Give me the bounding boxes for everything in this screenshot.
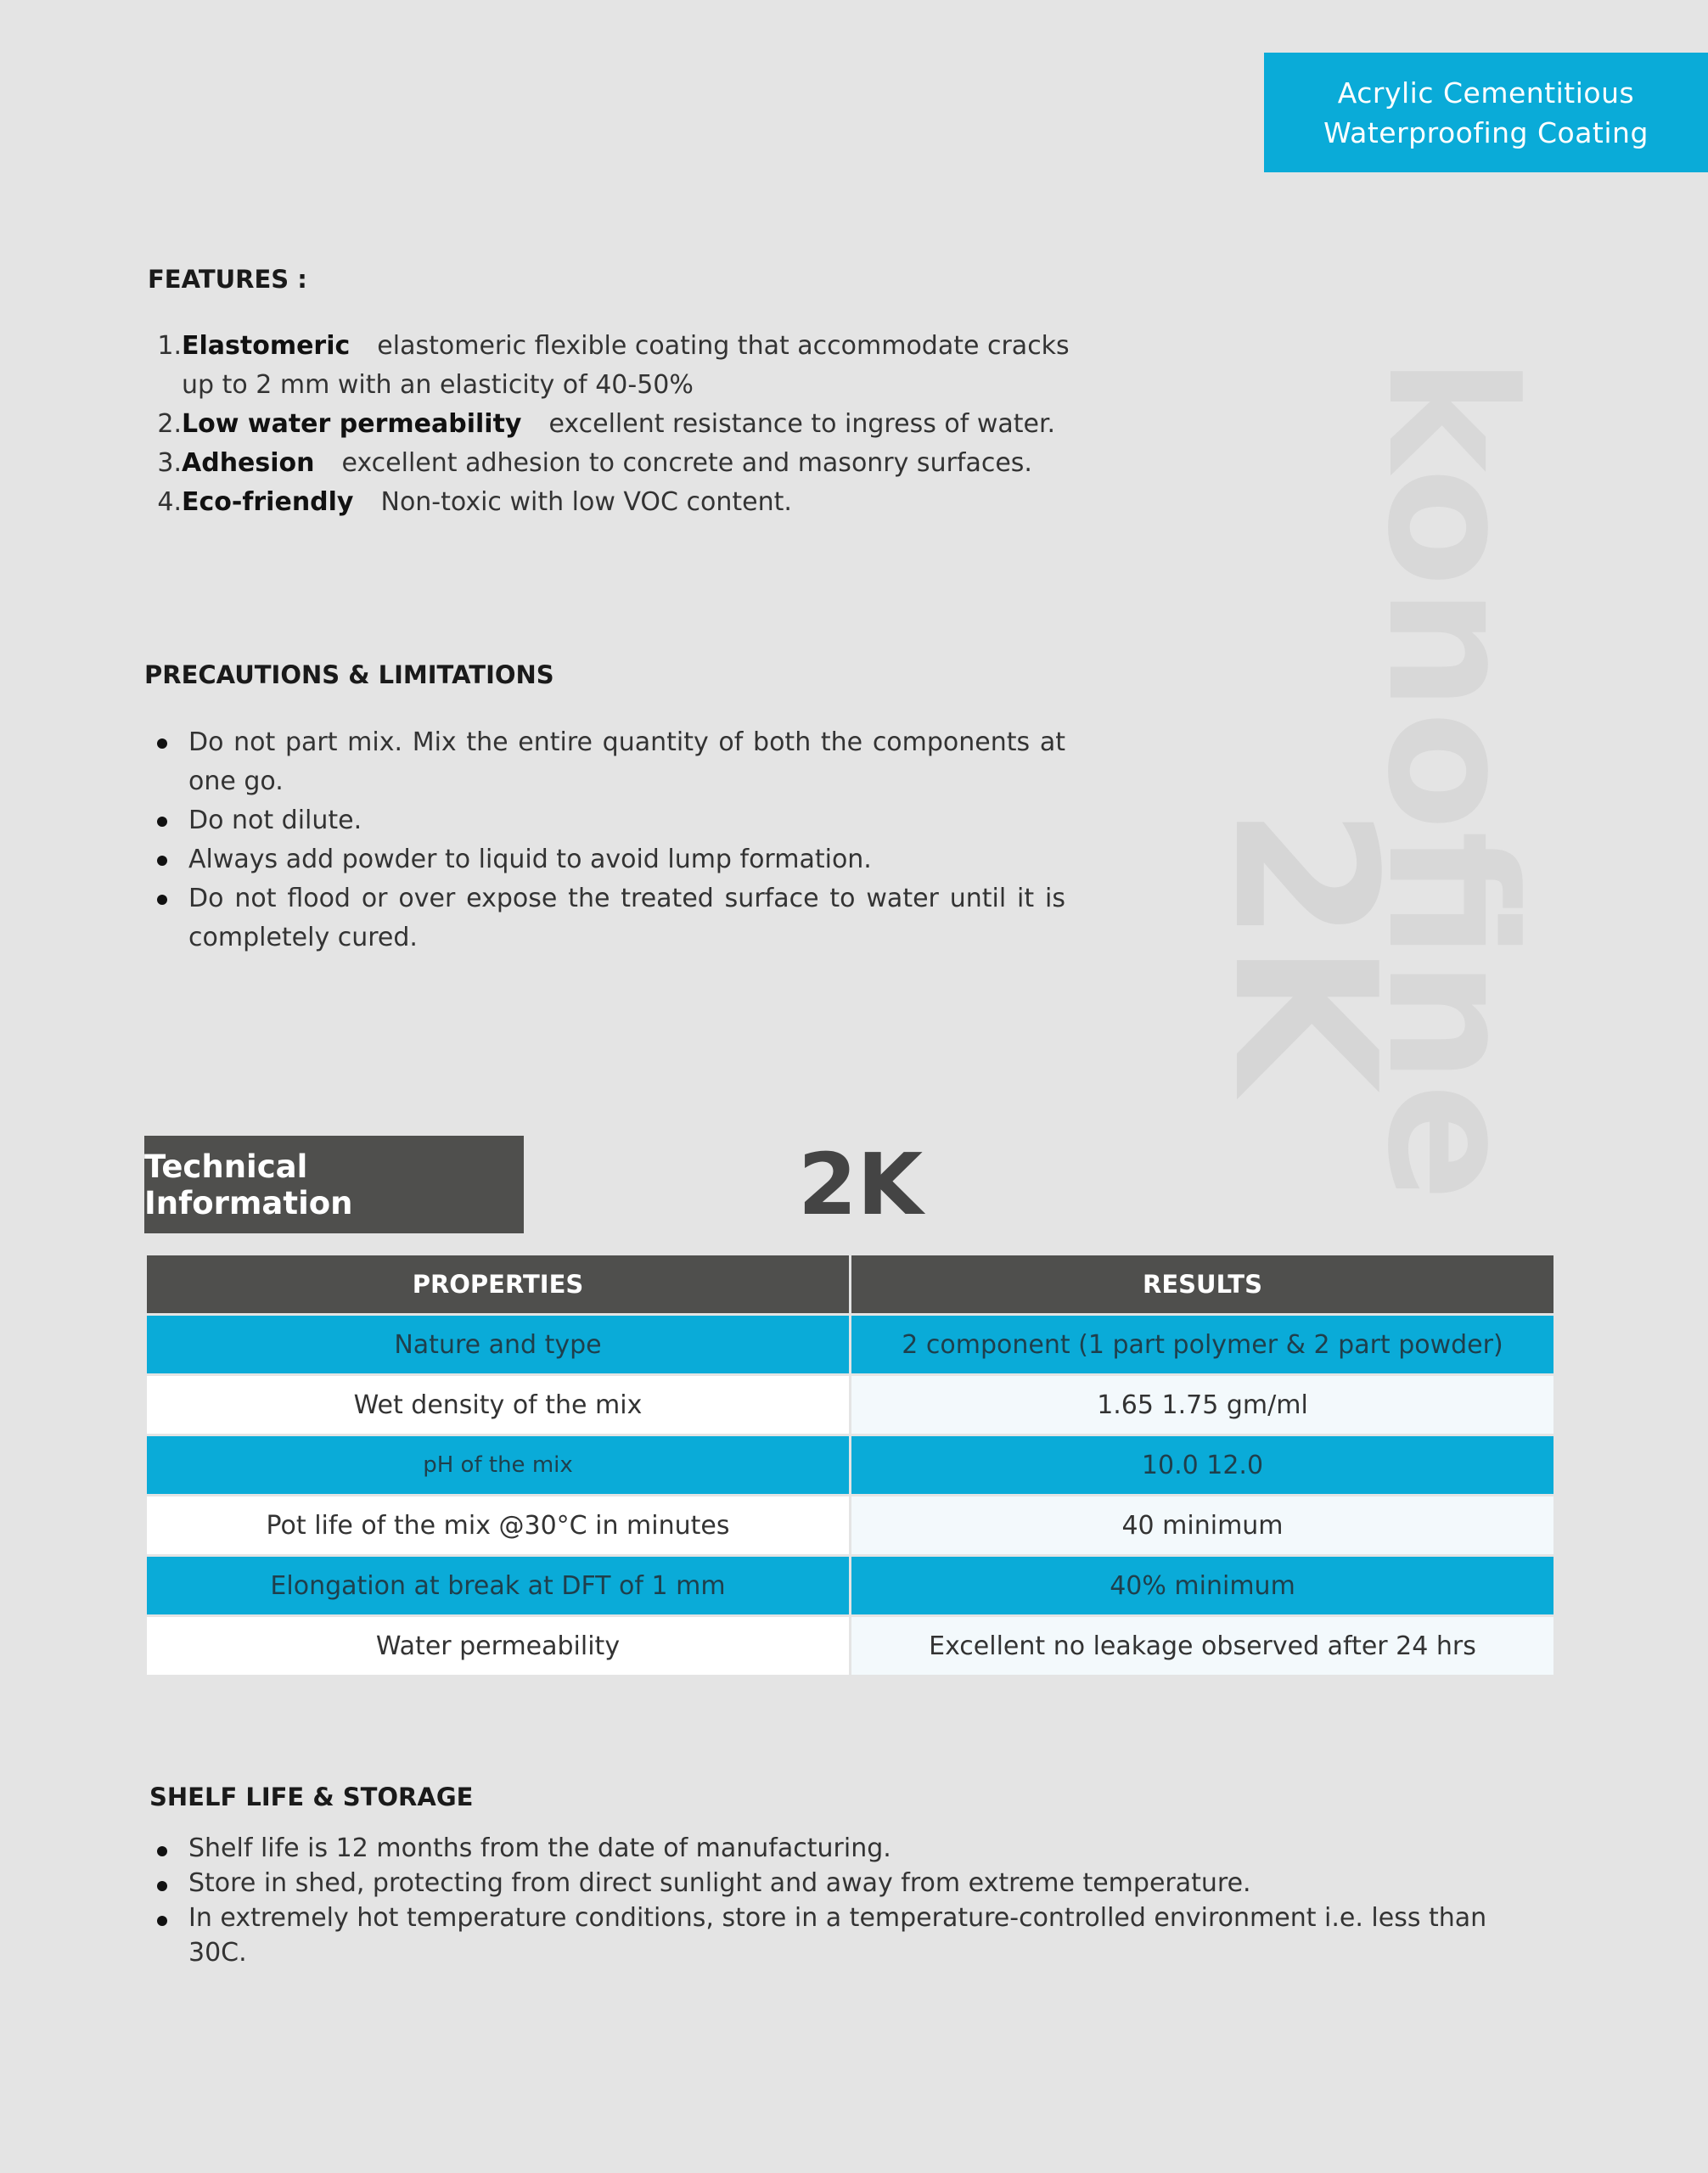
precaution-item: [153, 840, 1065, 879]
property-cell: Elongation at break at DFT of 1 mm: [146, 1556, 851, 1616]
technical-table: [144, 1253, 1556, 1677]
bullet-icon: [157, 1846, 167, 1856]
feature-title: Eco-friendly: [182, 487, 354, 517]
table-header-row: [146, 1255, 1555, 1315]
property-cell: pH of the mix: [146, 1435, 851, 1496]
column-header-results: RESULTS: [851, 1255, 1555, 1315]
precautions-heading: PRECAUTIONS & LIMITATIONS: [144, 660, 554, 689]
precaution-text: Always add powder to liquid to avoid lump formation.: [188, 845, 872, 874]
result-cell: 10.0 12.0: [851, 1435, 1555, 1496]
precautions-list: [153, 723, 1065, 957]
table-row: [146, 1315, 1555, 1375]
product-title-line2: Waterproofing Coating: [1323, 115, 1649, 149]
shelf-item: [153, 1866, 1511, 1901]
shelf-text: In extremely hot temperature conditions, store in a temperature-controlled environment i.e. less than 30C.: [188, 1903, 1487, 1968]
table-row: [146, 1556, 1555, 1616]
shelf-heading: SHELF LIFE & STORAGE: [149, 1783, 474, 1811]
column-header-properties: PROPERTIES: [146, 1255, 851, 1315]
feature-title: Adhesion: [182, 448, 315, 478]
variant-badge: 2K: [798, 1135, 924, 1234]
precaution-text: Do not dilute.: [188, 806, 362, 835]
property-cell: Pot life of the mix @30°C in minutes: [146, 1496, 851, 1556]
precaution-item: [153, 879, 1065, 957]
bullet-icon: [157, 1916, 167, 1926]
feature-number: 2.: [157, 409, 182, 439]
shelf-item: [153, 1901, 1511, 1970]
feature-number: 4.: [157, 487, 182, 517]
result-cell: Excellent no leakage observed after 24 hrs: [851, 1616, 1555, 1676]
technical-info-label: Technical Information: [144, 1136, 524, 1233]
feature-title: Low water permeability: [182, 409, 522, 439]
result-cell: 40 minimum: [851, 1496, 1555, 1556]
shelf-text: Shelf life is 12 months from the date of manufacturing.: [188, 1833, 891, 1863]
bullet-icon: [157, 738, 167, 749]
precaution-item: [153, 723, 1065, 801]
table-row: [146, 1496, 1555, 1556]
precaution-text: Do not part mix. Mix the entire quantity of both the components at one go.: [188, 727, 1065, 796]
shelf-list: [153, 1831, 1511, 1970]
precaution-text: Do not flood or over expose the treated surface to water until it is completely cured.: [188, 884, 1065, 952]
feature-text: elastomeric flexible coating that accommodate cracks up to 2 mm with an elasticity of 40-50%: [182, 331, 1070, 400]
bullet-icon: [157, 856, 167, 866]
feature-text: excellent resistance to ingress of water.: [548, 409, 1056, 439]
shelf-item: [153, 1831, 1511, 1866]
result-cell: 1.65 1.75 gm/ml: [851, 1375, 1555, 1435]
feature-item: [153, 444, 1070, 483]
variant-watermark: 2K: [1190, 806, 1417, 1094]
property-cell: Nature and type: [146, 1315, 851, 1375]
feature-item: [153, 405, 1070, 444]
feature-number: 1.: [157, 331, 182, 361]
shelf-text: Store in shed, protecting from direct sunlight and away from extreme temperature.: [188, 1868, 1251, 1898]
feature-item: [153, 483, 1070, 522]
features-heading: FEATURES :: [148, 265, 307, 294]
feature-number: 3.: [157, 448, 182, 478]
product-title-badge: [1264, 53, 1708, 172]
bullet-icon: [157, 1881, 167, 1891]
result-cell: 2 component (1 part polymer & 2 part powder): [851, 1315, 1555, 1375]
bullet-icon: [157, 895, 167, 905]
precaution-item: [153, 801, 1065, 840]
brand-watermark: konofine: [1349, 357, 1551, 1202]
feature-text: Non-toxic with low VOC content.: [380, 487, 792, 517]
bullet-icon: [157, 817, 167, 827]
feature-title: Elastomeric: [182, 331, 351, 361]
table-row: [146, 1435, 1555, 1496]
table-row: [146, 1375, 1555, 1435]
product-title-line1: Acrylic Cementitious: [1337, 76, 1635, 109]
feature-item: [153, 327, 1070, 405]
property-cell: Water permeability: [146, 1616, 851, 1676]
result-cell: 40% minimum: [851, 1556, 1555, 1616]
property-cell: Wet density of the mix: [146, 1375, 851, 1435]
features-list: [153, 327, 1070, 522]
table-row: [146, 1616, 1555, 1676]
feature-text: excellent adhesion to concrete and masonry surfaces.: [341, 448, 1032, 478]
